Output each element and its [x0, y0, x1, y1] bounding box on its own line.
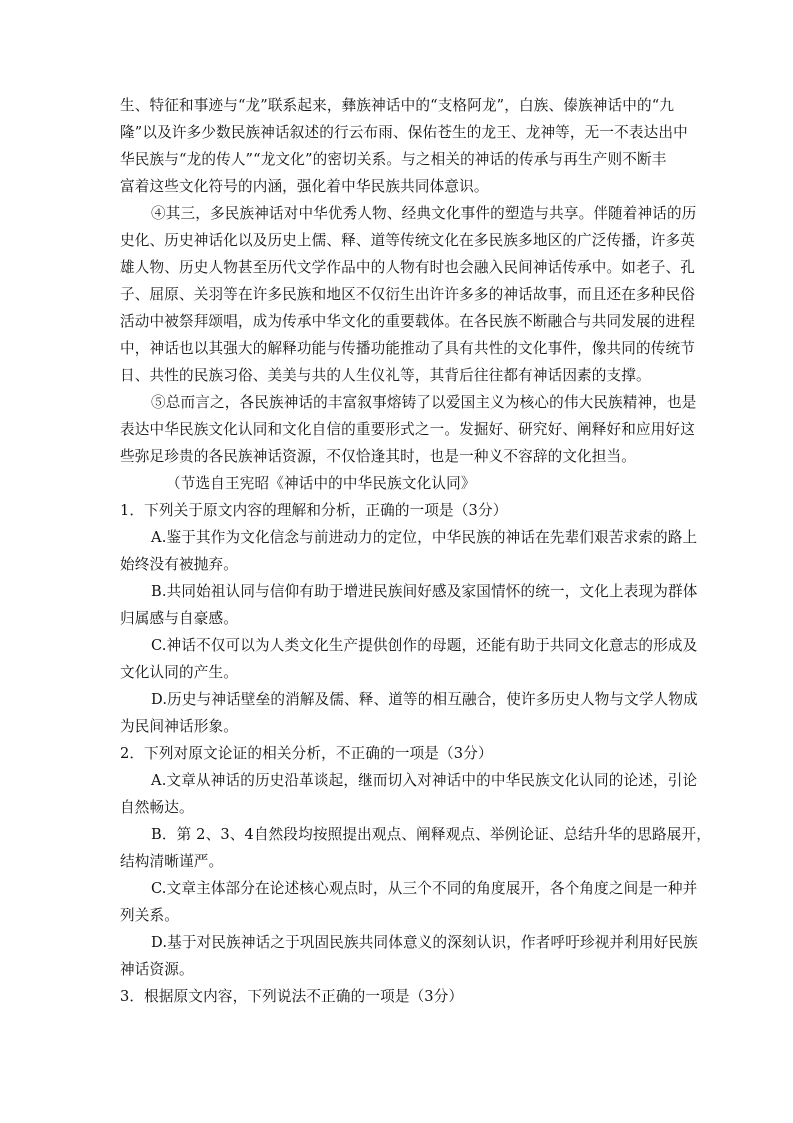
option-b-cont: 结构清晰谨严。	[120, 853, 224, 870]
option-b: B．第 2、3、4自然段均按照提出观点、阐释观点、举例论证、总结升华的思路展开，	[151, 826, 712, 843]
option-d-cont: 为民间神话形象。	[120, 718, 238, 735]
question-stem: 2．下列对原文论证的相关分析，不正确的一项是（3分）	[120, 745, 493, 762]
text-line: 日、共性的民族习俗、美美与共的人生仪礼等，其背后往往都有神话因素的支撑。	[120, 367, 651, 384]
option-c: C.神话不仅可以为人类文化生产提供创作的母题，还能有助于共同文化意志的形成及	[151, 637, 698, 654]
option-c: C.文章主体部分在论述核心观点时，从三个不同的角度展开，各个角度之间是一种并	[151, 880, 698, 897]
option-c-cont: 列关系。	[120, 907, 179, 924]
text-line: 华民族与“龙的传人”“龙文化”的密切关系。与之相关的神话的传承与再生产则不断丰	[120, 151, 667, 168]
text-line: 史化、历史神话化以及历史上儒、释、道等传统文化在多民族多地区的广泛传播，许多英	[120, 232, 696, 249]
option-c-cont: 文化认同的产生。	[120, 664, 238, 681]
question-stem: 1．下列关于原文内容的理解和分析，正确的一项是（3分）	[120, 502, 508, 519]
paragraph-4	[120, 200, 697, 389]
option-d: D.历史与神话壁垒的消解及儒、释、道等的相互融合，使许多历史人物与文学人物成	[151, 691, 698, 708]
option-b-cont: 归属感与自豪感。	[120, 610, 238, 627]
text-line: ④其三，多民族神话对中华优秀人物、经典文化事件的塑造与共享。伴随着神话的历	[151, 205, 697, 222]
text-line: 雄人物、历史人物甚至历代文学作品中的人物有时也会融入民间神话传承中。如老子、孔	[120, 259, 696, 276]
source-citation: （节选自王宪昭《神话中的中华民族文化认同》	[166, 475, 476, 492]
text-line: 中，神话也以其强大的解释功能与传播功能推动了具有共性的文化事件，像共同的传统节	[120, 340, 696, 357]
text-line: 隆”以及许多少数民族神话叙述的行云布雨、保佑苍生的龙王、龙神等，无一不表达出中	[120, 124, 688, 141]
option-d: D.基于对民族神话之于巩固民族共同体意义的深刻认识，作者呼吁珍视并利用好民族	[151, 934, 698, 951]
paragraph-5	[120, 389, 697, 470]
text-line: 表达中华民族文化认同和文化自信的重要形式之一。发掘好、研究好、阐释好和应用好这	[120, 421, 696, 438]
document-page	[120, 92, 712, 1010]
question-3	[120, 983, 673, 1010]
text-line: 子、屈原、关羽等在许多民族和地区不仅衍生出许许多多的神话故事，而且还在多种民俗	[120, 286, 696, 303]
option-d-cont: 神话资源。	[120, 961, 194, 978]
option-b: B.共同始祖认同与信仰有助于增进民族间好感及家国情怀的统一，文化上表现为群体	[151, 583, 698, 600]
question-1	[120, 497, 698, 740]
text-line: 生、特征和事迹与“龙”联系起来，彝族神话中的“支格阿龙”，白族、傣族神话中的“九	[120, 97, 675, 114]
text-line: 些弥足珍贵的各民族神话资源，不仅恰逢其时，也是一种义不容辞的文化担当。	[120, 448, 637, 465]
question-stem: 3．根据原文内容，下列说法不正确的一项是（3分）	[120, 988, 464, 1005]
option-a: A.文章从神话的历史沿革谈起，继而切入对神话中的中华民族文化认同的论述，引论	[151, 772, 698, 789]
paragraph-3-continued	[120, 92, 688, 200]
text-line: ⑤总而言之，各民族神话的丰富叙事熔铸了以爱国主义为核心的伟大民族精神，也是	[151, 394, 697, 411]
option-a-cont: 始终没有被抛弃。	[120, 556, 238, 573]
option-a-cont: 自然畅达。	[120, 799, 194, 816]
question-2	[120, 740, 712, 983]
text-line: 富着这些文化符号的内涵，强化着中华民族共同体意识。	[120, 178, 489, 195]
option-a: A.鉴于其作为文化信念与前进动力的定位，中华民族的神话在先辈们艰苦求索的路上	[151, 529, 698, 546]
text-line: 活动中被祭拜颂唱，成为传承中华文化的重要载体。在各民族不断融合与共同发展的进程	[120, 313, 696, 330]
